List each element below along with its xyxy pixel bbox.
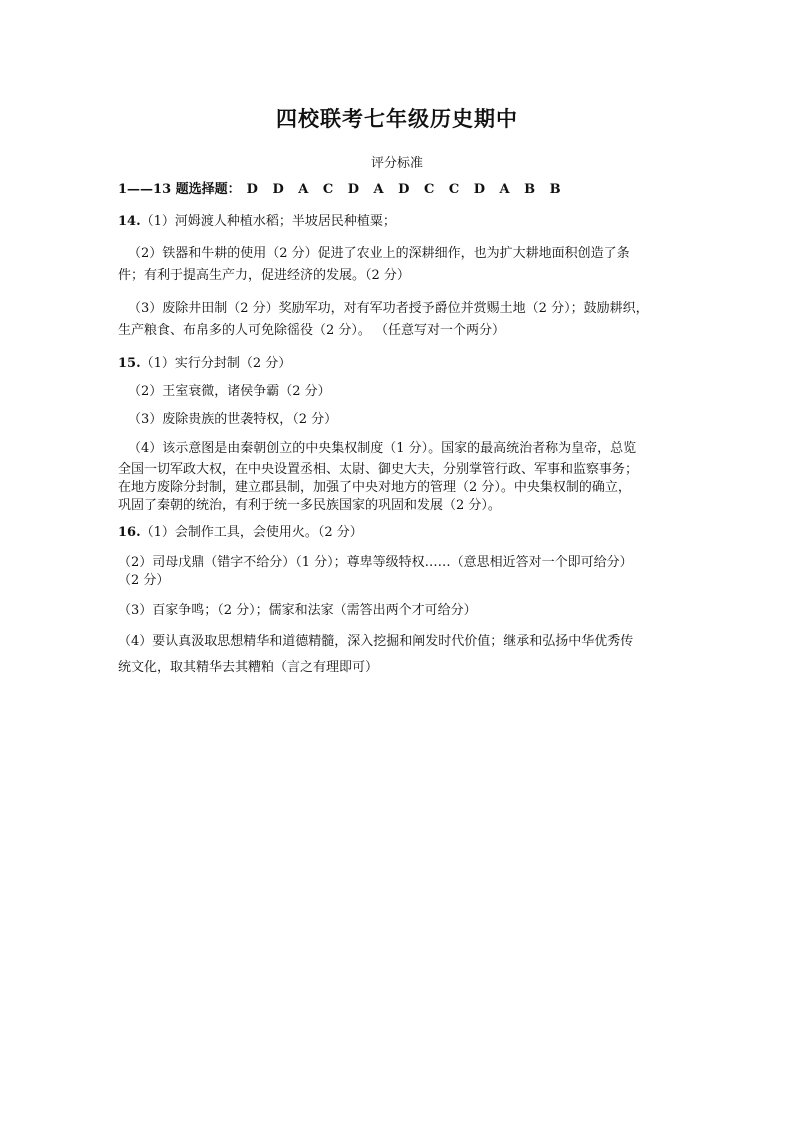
page-title: 四校联考七年级历史期中 bbox=[276, 106, 518, 131]
q14-part3a: （3）废除井田制（2 分）奖励军功，对有军功者授予爵位并赏赐土地（2 分）；鼓励耕织， bbox=[128, 301, 649, 316]
q15-part3: （3）废除贵族的世袭特权，（2 分） bbox=[128, 412, 338, 427]
q15-part4c: 在地方废除分封制，建立郡县制，加强了中央对地方的管理（2 分）。中央集权制的确立， bbox=[118, 480, 631, 495]
q14-part1-line bbox=[118, 214, 396, 230]
q16-number: 16. bbox=[118, 525, 141, 540]
q14-part2b: 件；有利于提高生产力，促进经济的发展。（2 分） bbox=[118, 268, 410, 283]
q15-part1-line bbox=[118, 356, 291, 372]
mc-label: 1——13 题选择题： bbox=[118, 182, 241, 197]
q14-number: 14. bbox=[118, 214, 141, 229]
q15-part4b: 全国一切军政大权，在中央设置丞相、太尉、御史大夫，分别掌管行政、军事和监察事务； bbox=[118, 462, 639, 477]
q15-part1: （1）实行分封制（2 分） bbox=[140, 356, 292, 371]
q16-part1: （1）会制作工具，会使用火。（2 分） bbox=[140, 525, 363, 540]
q15-number: 15. bbox=[118, 356, 141, 371]
q14-part3b: 生产粮食、布帛多的人可免除徭役（2 分）。 （任意写对一个两分） bbox=[118, 323, 506, 338]
q16-part1-line bbox=[118, 525, 363, 541]
q16-part2a: （2）司母戊鼎（错字不给分）（1 分）；尊卑等级特权……（意思相近答对一个即可给分） bbox=[118, 555, 633, 570]
q15-part4a: （4）该示意图是由秦朝创立的中央集权制度（1 分）。国家的最高统治者称为皇帝，总览 bbox=[128, 441, 637, 456]
q16-part3: （3）百家争鸣；（2 分）；儒家和法家（需答出两个才可给分） bbox=[118, 603, 477, 618]
q16-part4a: （4）要认真汲取思想精华和道德精髓，深入挖掘和阐发时代价值；继承和弘扬中华优秀传 bbox=[118, 634, 634, 649]
q16-part2b: （2 分） bbox=[118, 573, 170, 588]
page-subtitle: 评分标准 bbox=[370, 156, 423, 171]
q15-part2: （2）王室衰微，诸侯争霸（2 分） bbox=[128, 384, 331, 399]
q14-part1: （1）河姆渡人种植水稻；半坡居民种植粟； bbox=[140, 214, 396, 229]
mc-answer-line bbox=[118, 182, 561, 198]
q16-part4b: 统文化，取其精华去其糟粕（言之有理即可） bbox=[118, 660, 379, 675]
q15-part4d: 巩固了秦朝的统治，有利于统一多民族国家的巩固和发展（2 分）。 bbox=[118, 498, 501, 513]
q14-part2a: （2）铁器和牛耕的使用（2 分）促进了农业上的深耕细作，也为扩大耕地面积创造了条 bbox=[128, 246, 630, 261]
mc-answers: D D A C D A D C C D A B B bbox=[246, 182, 561, 197]
